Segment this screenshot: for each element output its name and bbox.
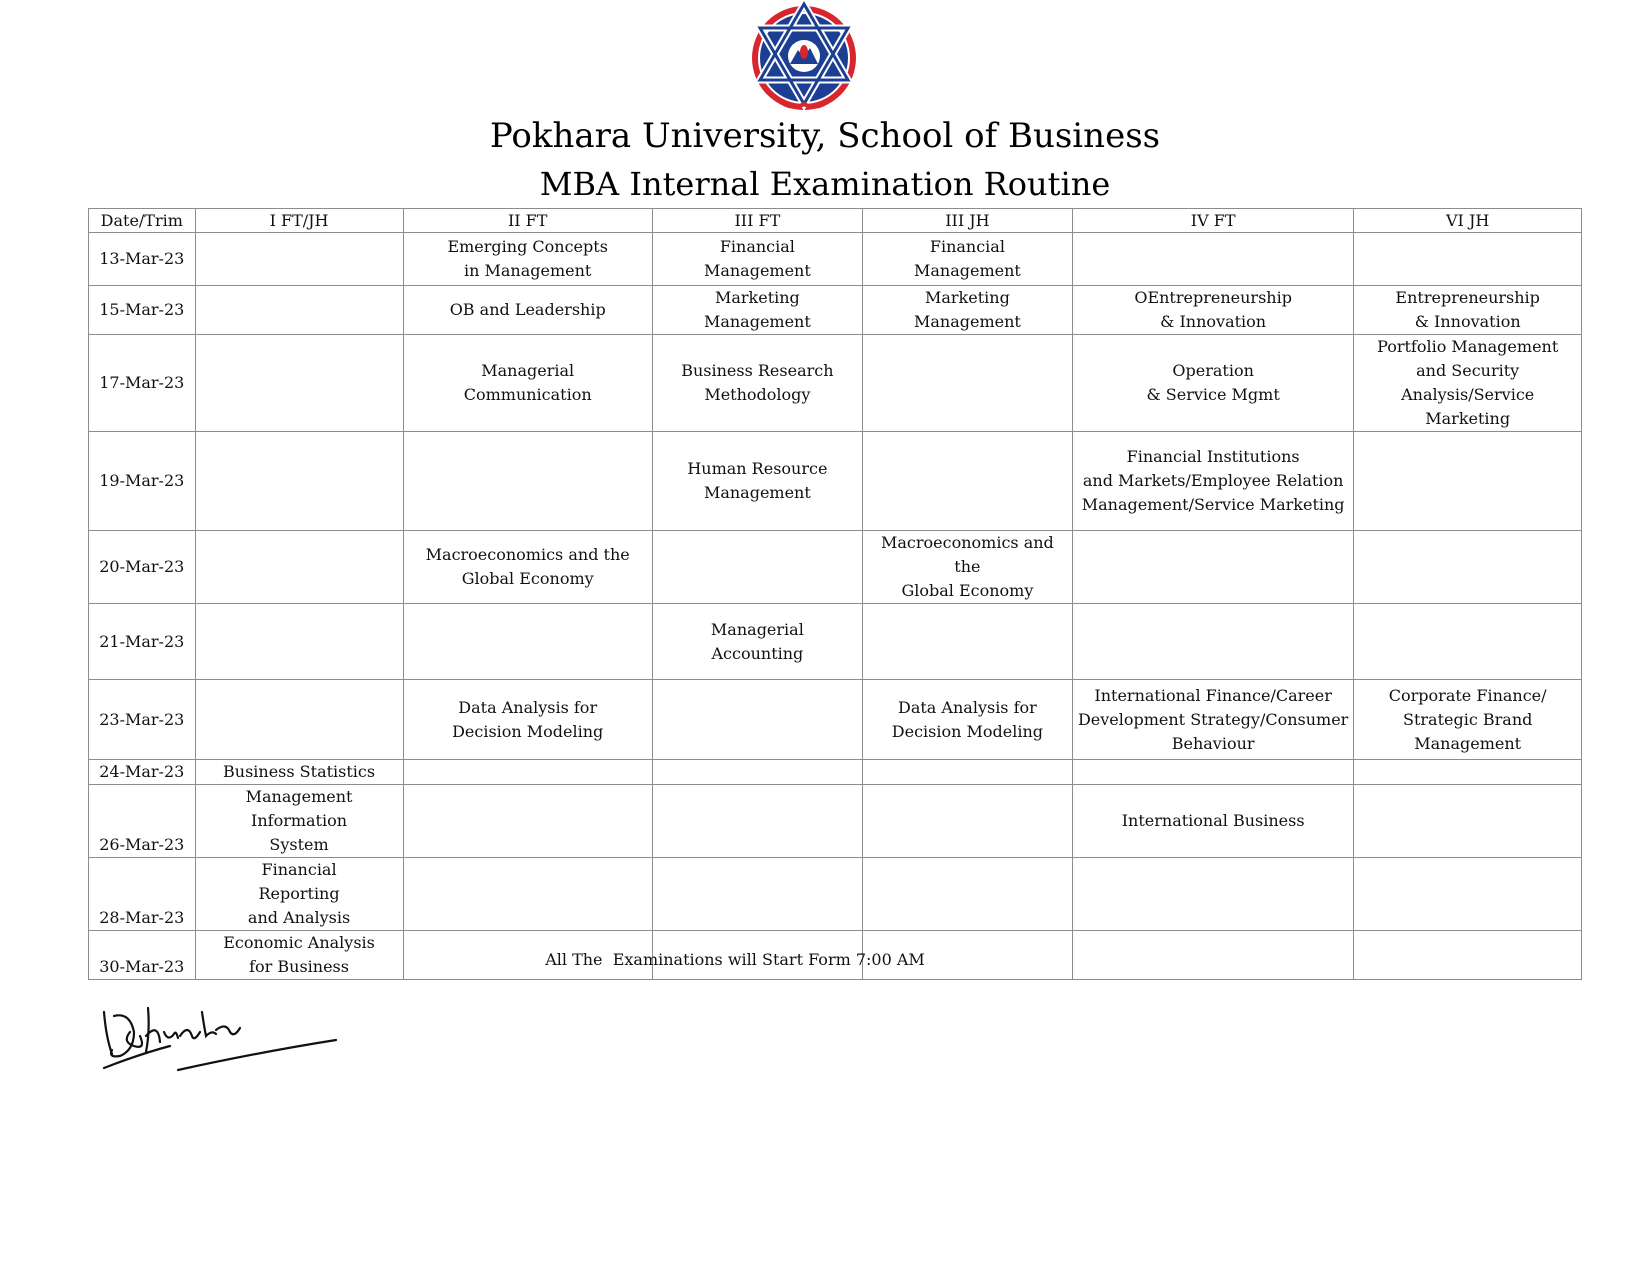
- exam-date: 17-Mar-23: [89, 335, 196, 432]
- subject-line: OEntrepreneurship: [1134, 288, 1292, 307]
- subject-cell: [652, 604, 862, 680]
- subject-line: Macroeconomics and the: [425, 545, 630, 564]
- subject-line: Management: [703, 483, 811, 502]
- empty-cell: [862, 858, 1072, 931]
- subject-line: Methodology: [704, 385, 811, 404]
- subject-cell: [1354, 286, 1582, 335]
- subject-line: Financial: [719, 237, 795, 256]
- subject-line: Portfolio Management: [1377, 337, 1559, 356]
- empty-cell: [1072, 233, 1353, 286]
- subject-cell: [195, 760, 403, 785]
- subject-line: Business Research: [681, 361, 834, 380]
- subject-line: Reporting: [258, 884, 340, 903]
- subject-line: & Innovation: [1414, 312, 1521, 331]
- routine-body: [89, 233, 1582, 980]
- subject-line: Macroeconomics and the: [881, 533, 1054, 576]
- empty-cell: [652, 858, 862, 931]
- empty-cell: [1354, 531, 1582, 604]
- subject-cell: [195, 785, 403, 858]
- exam-date: 23-Mar-23: [89, 680, 196, 760]
- empty-cell: [1354, 432, 1582, 531]
- subject-cell: [403, 286, 652, 335]
- table-row: [89, 680, 1582, 760]
- subject-line: Communication: [463, 385, 592, 404]
- empty-cell: [862, 335, 1072, 432]
- subject-line: Management: [703, 261, 811, 280]
- exam-date: 30-Mar-23: [89, 931, 196, 980]
- subject-cell: [1072, 785, 1353, 858]
- subject-line: Decision Modeling: [891, 721, 1044, 741]
- empty-cell: [862, 785, 1072, 858]
- empty-cell: [652, 680, 862, 760]
- empty-cell: [652, 531, 862, 604]
- table-row: [89, 286, 1582, 335]
- university-name: Pokhara University, School of Business: [489, 116, 1161, 156]
- empty-cell: [1072, 604, 1353, 680]
- empty-cell: [403, 432, 652, 531]
- subject-line: Entrepreneurship: [1395, 288, 1540, 307]
- subject-cell: [1072, 286, 1353, 335]
- subject-line: Management: [913, 261, 1021, 280]
- subject-line: Accounting: [711, 643, 804, 663]
- subject-line: Management: [913, 312, 1021, 331]
- subject-line: Human Resource: [687, 459, 828, 478]
- empty-cell: [862, 604, 1072, 680]
- subject-line: Economic Analysis: [223, 933, 375, 952]
- column-header: IV FT: [1072, 209, 1353, 233]
- exam-routine-table: [88, 208, 1582, 980]
- subject-line: Financial Institutions: [1126, 447, 1300, 466]
- subject-line: Financial: [261, 860, 337, 879]
- subject-line: Marketing: [924, 288, 1010, 307]
- subject-cell: [1072, 335, 1353, 432]
- empty-cell: [195, 531, 403, 604]
- empty-cell: [195, 335, 403, 432]
- subject-line: System: [269, 835, 329, 854]
- exam-date: 15-Mar-23: [89, 286, 196, 335]
- subject-cell: [403, 680, 652, 760]
- empty-cell: [1354, 604, 1582, 680]
- subject-line: & Innovation: [1160, 312, 1267, 331]
- table-row: [89, 432, 1582, 531]
- table-row: [89, 233, 1582, 286]
- empty-cell: [862, 432, 1072, 531]
- subject-line: Data Analysis for: [898, 697, 1037, 717]
- empty-cell: [1354, 233, 1582, 286]
- header-row: [89, 209, 1582, 233]
- subject-line: Strategic Brand: [1402, 709, 1533, 729]
- column-header: III FT: [652, 209, 862, 233]
- empty-cell: [652, 785, 862, 858]
- subject-line: Operation: [1172, 361, 1254, 380]
- routine-title: MBA Internal Examination Routine: [539, 165, 1111, 203]
- subject-cell: [1354, 335, 1582, 432]
- subject-line: Management: [1414, 733, 1522, 753]
- subject-line: Behaviour: [1171, 733, 1255, 753]
- empty-cell: [403, 785, 652, 858]
- subject-cell: [862, 680, 1072, 760]
- exam-time-note-text: All The Examinations will Start Form 7:00 AM: [545, 950, 925, 969]
- table-row: [89, 604, 1582, 680]
- subject-line: and Analysis: [247, 908, 351, 927]
- subject-line: Financial: [929, 237, 1005, 256]
- empty-cell: [1354, 760, 1582, 785]
- subject-line: Corporate Finance/: [1388, 685, 1547, 705]
- empty-cell: [195, 680, 403, 760]
- table-row: [89, 760, 1582, 785]
- subject-line: and Markets/Employee Relation: [1082, 471, 1344, 490]
- empty-cell: [403, 858, 652, 931]
- subject-line: Global Economy: [461, 569, 594, 588]
- exam-date: 19-Mar-23: [89, 432, 196, 531]
- subject-line: Business Statistics: [223, 762, 376, 781]
- signature-icon: [100, 992, 350, 1072]
- empty-cell: [862, 760, 1072, 785]
- subject-cell: [1072, 432, 1353, 531]
- subject-line: Data Analysis for: [458, 697, 598, 717]
- subject-line: and Security: [1416, 361, 1520, 380]
- subject-cell: [652, 286, 862, 335]
- exam-date: 20-Mar-23: [89, 531, 196, 604]
- empty-cell: [195, 432, 403, 531]
- exam-date: 13-Mar-23: [89, 233, 196, 286]
- subject-cell: [1354, 680, 1582, 760]
- subject-line: International Business: [1121, 811, 1305, 830]
- subject-line: Managerial: [481, 361, 575, 380]
- subject-cell: [403, 335, 652, 432]
- subject-cell: [403, 233, 652, 286]
- subject-line: International Finance/Career: [1094, 685, 1332, 705]
- empty-cell: [403, 760, 652, 785]
- column-header: Date/Trim: [89, 209, 196, 233]
- table-row: [89, 531, 1582, 604]
- empty-cell: [652, 760, 862, 785]
- column-header: III JH: [862, 209, 1072, 233]
- empty-cell: [1354, 785, 1582, 858]
- subject-cell: [652, 335, 862, 432]
- column-header: VI JH: [1354, 209, 1582, 233]
- exam-time-note: [0, 950, 1650, 969]
- empty-cell: [403, 604, 652, 680]
- empty-cell: [195, 233, 403, 286]
- subject-line: Management Information: [245, 787, 353, 830]
- subject-line: for Business: [249, 957, 349, 976]
- empty-cell: [1072, 858, 1353, 931]
- subject-line: Decision Modeling: [452, 721, 604, 741]
- subject-cell: [862, 233, 1072, 286]
- subject-cell: [1072, 680, 1353, 760]
- subject-line: Management/Service Marketing: [1081, 495, 1345, 514]
- table-row: [89, 335, 1582, 432]
- subject-line: in Management: [464, 261, 592, 280]
- subject-line: Marketing: [714, 288, 800, 307]
- exam-date: 28-Mar-23: [89, 858, 196, 931]
- subject-cell: [862, 286, 1072, 335]
- column-header: II FT: [403, 209, 652, 233]
- empty-cell: [195, 604, 403, 680]
- empty-cell: [1072, 531, 1353, 604]
- subject-cell: [195, 858, 403, 931]
- exam-date: 24-Mar-23: [89, 760, 196, 785]
- subject-line: Emerging Concepts: [447, 237, 608, 256]
- exam-date: 26-Mar-23: [89, 785, 196, 858]
- empty-cell: [1072, 760, 1353, 785]
- column-header: I FT/JH: [195, 209, 403, 233]
- subject-line: Development Strategy/Consumer: [1077, 709, 1349, 729]
- subject-cell: [652, 432, 862, 531]
- subject-cell: [652, 233, 862, 286]
- subject-line: OB and Leadership: [449, 300, 606, 319]
- subject-line: Management: [703, 312, 811, 331]
- table-row: [89, 785, 1582, 858]
- university-emblem-icon: [744, 0, 864, 118]
- table-row: [89, 858, 1582, 931]
- empty-cell: [1354, 858, 1582, 931]
- empty-cell: [195, 286, 403, 335]
- subject-cell: [862, 531, 1072, 604]
- subject-line: Global Economy: [901, 581, 1034, 600]
- subject-line: & Service Mgmt: [1146, 385, 1280, 404]
- exam-date: 21-Mar-23: [89, 604, 196, 680]
- subject-cell: [403, 531, 652, 604]
- subject-line: Managerial: [710, 619, 804, 639]
- subject-line: Analysis/Service Marketing: [1401, 385, 1535, 428]
